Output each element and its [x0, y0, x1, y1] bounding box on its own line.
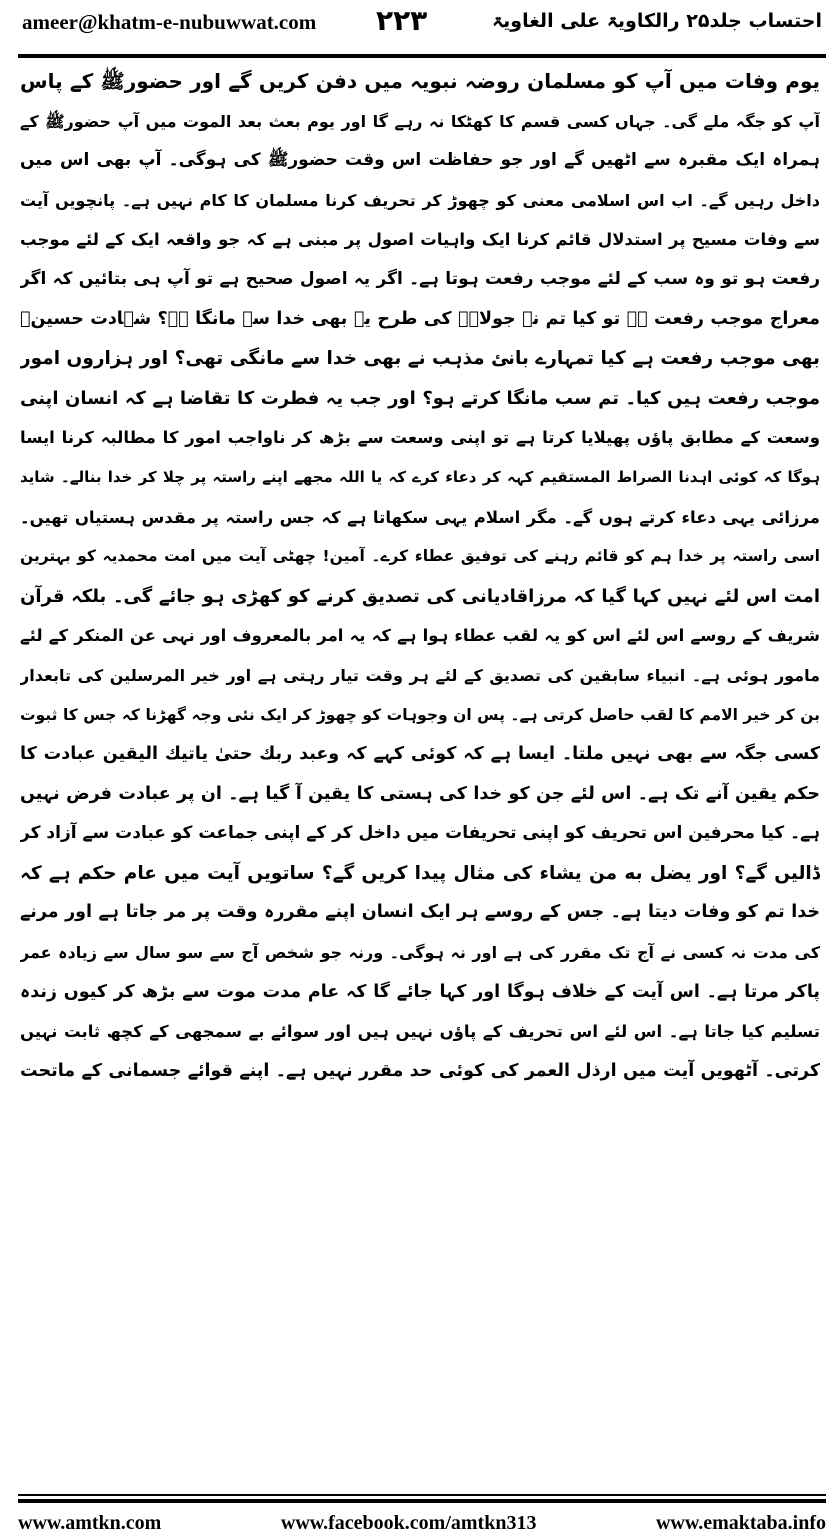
body-line: کسی جگہ سے بھی نہیں ملتا۔ ایسا ہے کہ کوئی کہے کہ وعبد ربك حتیٰ یاتیك الیقین عبادت کا	[20, 744, 820, 765]
body-line: معراج موجب رفعت ہے تو کیا تم نے جولاہے کی طرح یہ بھی خدا سے مانگا ہے؟ شہادت حسینؓ	[20, 308, 820, 329]
body-line: سے وفات مسیح پر استدلال قائم کرنا ایک واہیات اصول پر مبنی ہے کہ جو واقعہ ایک کے لئے موجب	[20, 230, 820, 250]
footer-link-emaktaba[interactable]: www.emaktaba.info	[655, 1511, 826, 1534]
body-line: بن کر خیر الامم کا لقب حاصل کرتی ہے۔ پس ان وجوہات کو چھوڑ کر ایک نئی وجہ گھڑنا کہ جس کا ثبوت	[20, 705, 820, 724]
page-body	[20, 62, 820, 1091]
body-line: داخل رہیں گے۔ اب اس اسلامی معنی کو چھوڑ کر تحریف کرنا مسلمان کا کام نہیں ہے۔ پانچویں آیت	[20, 190, 820, 210]
body-line: مامور ہوئی ہے۔ انبیاء سابقین کی تصدیق کے لئے ہر وقت تیار رہتی ہے اور خیر المرسلین کی تابعدار	[20, 665, 820, 685]
page-header	[22, 4, 822, 50]
footer-rule-thick	[18, 1499, 826, 1503]
body-line: مرزائی یہی دعاء کرتے ہوں گے۔ مگر اسلام یہی سکھاتا ہے کہ جس راستہ پر مقدس ہستیاں تھیں۔	[20, 507, 820, 527]
body-line: شریف کے روسے اس لئے اس کو یہ لقب عطاء ہوا ہے کہ یہ امر بالمعروف اور نہی عن المنکر کے لئے	[20, 626, 820, 646]
body-line: ڈالیں گے؟ اور یضل به من یشاء کی مثال پیدا کریں گے؟ ساتویں آیت میں عام حکم ہے کہ	[20, 862, 820, 884]
body-line: پاکر مرتا ہے۔ اس آیت کے خلاف ہوگا اور کہا جائے گا کہ عام مدت موت سے بڑھ کر کیوں زندہ	[20, 981, 820, 1002]
body-line: بھی موجب رفعت ہے کیا تمہارے بانئ مذہب نے بھی خدا سے مانگی تھی؟ اور ہزاروں امور	[20, 348, 820, 370]
body-line: کی مدت نہ کسی نے آج تک مقرر کی ہے اور نہ ہوگی۔ ورنہ جو شخص آج سے سو سال سے زیادہ عمر	[20, 943, 820, 963]
header-rule	[18, 54, 826, 58]
body-line: آپ کو جگہ ملے گی۔ جہاں کسی قسم کا کھٹکا نہ رہے گا اور یوم بعث بعد الموت میں آپ حضورﷺ کے	[20, 111, 820, 131]
footer-link-facebook[interactable]: www.facebook.com/amtkn313	[280, 1511, 537, 1534]
page-footer	[18, 1506, 826, 1540]
body-line: ہمراہ ایک مقبرہ سے اٹھیں گے اور جو حفاظت اس وقت حضورﷺ کی ہوگی۔ آپ بھی اس میں	[20, 150, 820, 171]
book-title: احتساب جلد۲۵ رالکاویۃ علی الغاویۃ	[492, 10, 822, 32]
body-line: خدا تم کو وفات دیتا ہے۔ جس کے روسے ہر ایک انسان اپنے مقررہ وقت پر مر جاتا ہے اور مرنے	[20, 902, 820, 923]
body-line: اسی راستہ پر خدا ہم کو قائم رہنے کی توفیق عطاء کرے۔ آمین! چھٹی آیت میں امت محمدیہ کو بہترین	[20, 547, 820, 566]
body-line: ہے۔ کیا محرفین اس تحریف کو اپنی تحریفات میں داخل کر کے اپنی جماعت کو عبادت سے آزاد کر	[20, 823, 820, 844]
body-line: یوم وفات میں آپ کو مسلمان روضہ نبویہ میں دفن کریں گے اور حضورﷺ کے پاس	[20, 69, 820, 93]
page-number: ۲۲۳	[376, 4, 428, 37]
body-line: رفعت ہو تو وہ سب کے لئے موجب رفعت ہوتا ہے۔ اگر یہ اصول صحیح ہے تو آپ ہی بتائیں کہ اگر	[20, 268, 820, 289]
header-email: ameer@khatm-e-nubuwwat.com	[22, 10, 317, 34]
body-line: کرتی۔ آٹھویں آیت میں ارذل العمر کی کوئی حد مقرر نہیں ہے۔ اپنے قوائے جسمانی کے ماتحت	[20, 1060, 820, 1081]
body-line: موجب رفعت ہیں کیا۔ تم سب مانگا کرتے ہو؟ اور جب یہ فطرت کا تقاضا ہے کہ انسان اپنی	[20, 387, 820, 409]
body-line: ہوگا کہ کوئی اہدنا الصراط المستقیم کہہ کر دعاء کرے کہ یا اللہ مجھے اپنے راستہ پر چلا کر خدا بنالے۔ شاید	[20, 467, 820, 486]
body-line: وسعت کے مطابق پاؤں پھیلایا کرتا ہے تو اپنی وسعت سے بڑھ کر ناواجب امور کا مطالبہ کرنا ایسا	[20, 428, 820, 448]
body-line: امت اس لئے نہیں کہا گیا کہ مرزاقادیانی کی تصدیق کرنے کو کھڑی ہو جائے گی۔ بلکہ قرآن	[20, 585, 820, 607]
footer-rule-thin	[18, 1494, 826, 1496]
body-line: حکم یقین آنے تک ہے۔ اس لئے جن کو خدا کی ہستی کا یقین آ گیا ہے۔ ان پر عبادت فرض نہیں	[20, 783, 820, 804]
footer-link-amtkn[interactable]: www.amtkn.com	[18, 1511, 162, 1534]
body-line: تسلیم کیا جاتا ہے۔ اس لئے اس تحریف کے پاؤں نہیں ہیں اور سوائے بے سمجھی کے کچھ ثابت نہیں	[20, 1022, 820, 1042]
